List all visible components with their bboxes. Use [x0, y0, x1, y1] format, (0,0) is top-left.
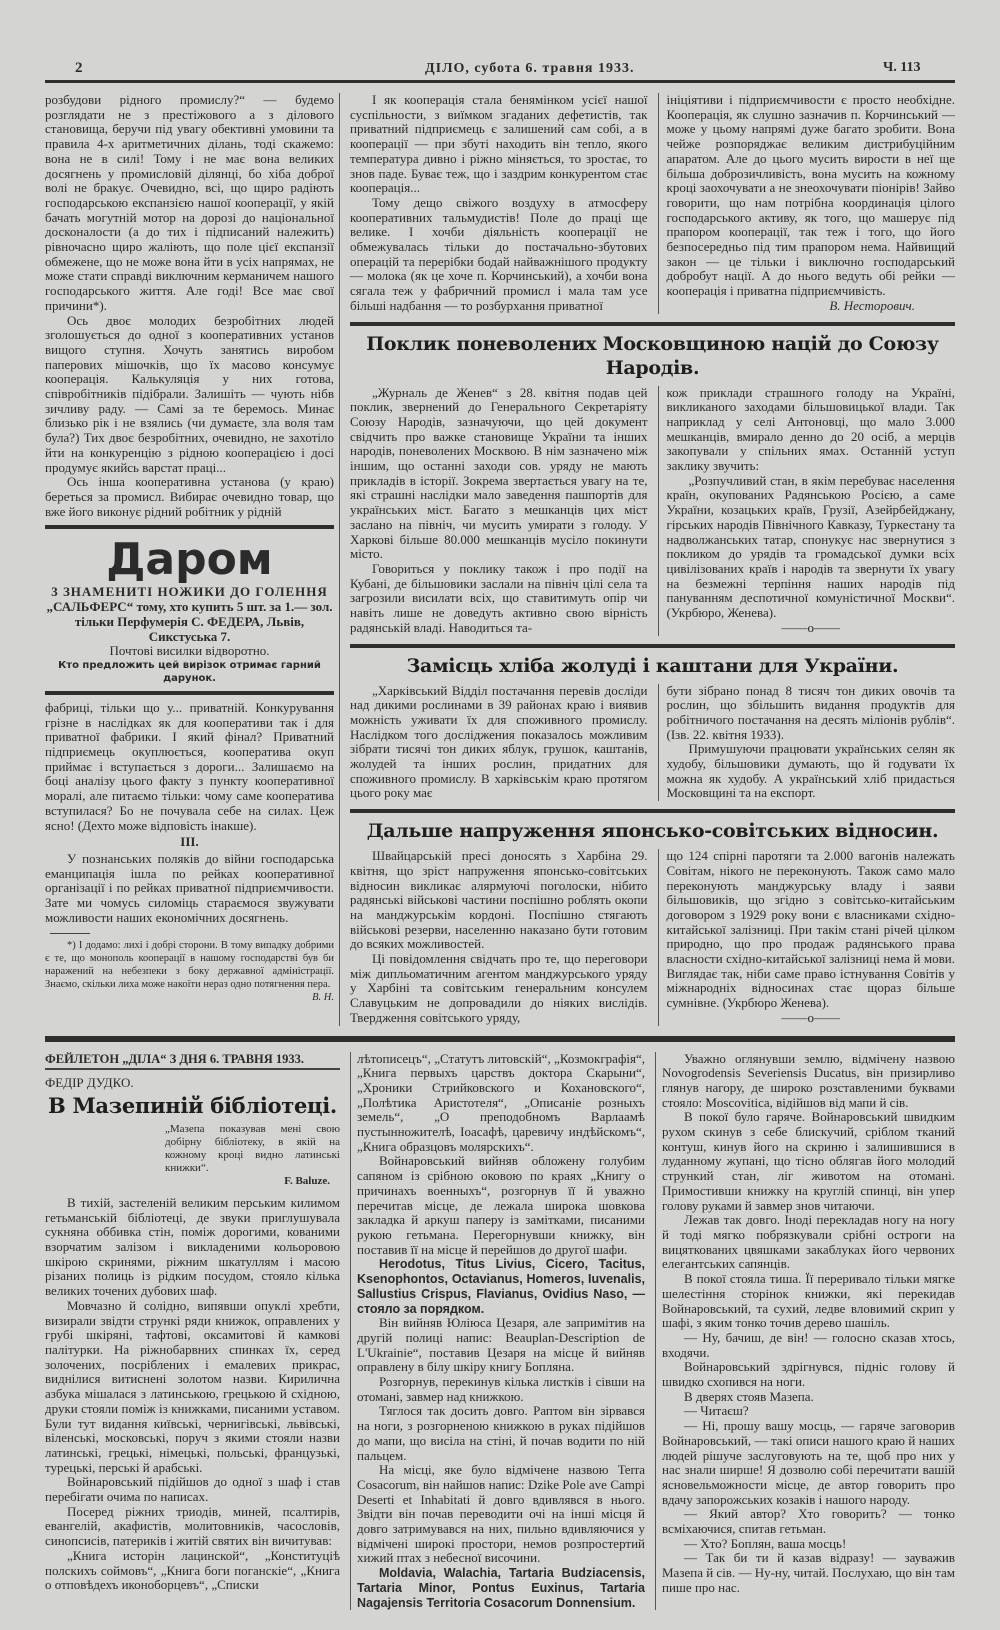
- footnote-signature: В. Н.: [312, 992, 334, 1004]
- article-acorns-right: [658, 684, 956, 802]
- paragraph: Moldavia, Walachia, Tartaria Budziacensis, Tartaria Minor, Pontus Euxinus, Tartaria Nagajensis Territoria Cosacorum Donnensium.: [357, 1566, 645, 1610]
- paragraph: розбудови рідного промислу?“ — будемо розглядати не з престіжового а з ділового становища, беручи під увагу обективні умовини та правила 4-х аритметичних ділань, тоді скажемо: вона не в силі! Тому і не має вона великих досягнень у промисловій ділянці, бо хіба доброї волі не бракує. Очевидно, всі, що щиро радіють господарською експанзією нашої кооперації, у якій бачать могутній мотор на дорозі до національної досконалости (а до тих і підписаний належить) рівночасно щиро жаліють, що поле цієї експанзії обмежене, що не може вона йти в усіх напрямах, не може стати справді виключним керманичем нашого господарського життя. Але годі! Все має свої причини*).: [45, 92, 334, 313]
- paragraph: Мовчазно й солідно, випявши опуклі хребти, визирали звідти стрункі ряди книжок, оправлених у грубі шкіряні, тафтові, оксамитові й камкові палітурки. На ріжнобарвних спинках їх, серед золочених, посріблених і емалевих прикрас, виднілися витиснені золотом назви. Кирилична азбука мішалася з латинською, грецькою й східною, друки стояли поміж із книжками, писаними уставом. Були тут видання київські, чернигівські, львівські, віленські, московські, поруч з якими стояли назви латинські, грецькі, німецькі, польські, французькі, турецькі, перські й арабські.: [45, 1297, 340, 1475]
- paragraph: Ось інша кооперативна установа (у краю) береться за промисл. Вибирає очевидно товар, що вже його виконує рідний робітник у рідній: [45, 474, 334, 519]
- paragraph: Ось двоє молодих безробітних людей зголошується до одної з кооперативних установ вищого ступня. Хочуть занятись виробом паперових мішочків, що їх масово консумує кооперація. Калькуляція у них готова, співробітників підібрали. Залишіть — чують нібв зичливу раду. — Самі за те беремось. Минає близько рік і не взялись (чи думаєте, зла воля там була?) Тих двоє безробітних, очевидно, не захотіло йти на конкуренцію з рідною кооперацією і досі продумує якийсь варстат праці...: [45, 312, 334, 475]
- ad-bottom-rule: [45, 691, 334, 695]
- paragraph: Посеред ріжних триодів, миней, псалтирів, евангелій, акафистів, молитовників, часословів, синопсисів, патериків і житій святих він вичитував:: [45, 1503, 340, 1549]
- paragraph: — Хто? Боплян, ваша мосць!: [684, 1535, 847, 1551]
- epigraph-text: „Мазепа показував мені свою добірну бібліотеку, в якій на кожному кроці видно латинські книжки“.: [165, 1122, 340, 1174]
- paragraph: кож приклади страшного голоду на Україні, викликаного заходами більшовицької влади. Так наприклад у селі Антоновці, що мало 3.000 мешканців, вмирало денно до 20 осіб, а мерців закопували у спільних ямах. Останній уступ заклику звучить:: [666, 384, 955, 474]
- headline-acorns: Замісць хліба жолуді і каштани для України.: [406, 654, 899, 677]
- paragraph: Лежав так довго. Іноді перекладав ногу на ногу й тоді мягко побрязкували срібні остроги на вицяткованих цвяшками закаблуках його червоних елегантських сапянців.: [662, 1212, 955, 1272]
- feuilleton-col2: [350, 1052, 645, 1611]
- article-appeal-right: [658, 386, 956, 636]
- end-mark: ——o——: [781, 619, 840, 635]
- paragraph: В тихій, застеленій великим перським килимом гетьманській бібліотеці, де звуки приглушувала сукняна оббивка стін, поміж дорогими, кованими взорчатим залізом і викладеними кольоровою шкірою скринями, ріжним шкатуллям і масою різаних полиць із рідким посудом, стояло кілька великих точених дубових шаф.: [45, 1194, 340, 1299]
- article-japan-soviet: [350, 809, 955, 1025]
- paragraph: — Який автор? Хто говорить? — тонко всміхаючися, спитав гетьман.: [662, 1506, 955, 1537]
- end-mark: ——o——: [781, 1009, 840, 1025]
- epigraph-source: F. Baluze.: [284, 1174, 330, 1187]
- paragraph: „Книга исторін лацинской“, „Конституціѣ полскихъ соймовъ“, „Книга боги поганскіе“, „Книга о отповѣдехъ иконоборцевъ“, „Списки: [45, 1547, 340, 1593]
- upper-section: [45, 93, 955, 1026]
- column-left: [45, 93, 340, 1026]
- paragraph: Herodotus, Titus Livius, Cicero, Tacitus, Ksenophontos, Octavianus, Homeros, Iuvenalis, Sallustius Crispus, Flavianus, Ovidius Naso, — стояло за порядком.: [357, 1257, 645, 1316]
- ad-line: тільки Перфумерія С. ФЕДЕРА, Львів,: [74, 613, 305, 629]
- masthead: ДІЛО, субота 6. травня 1933.: [425, 61, 635, 76]
- article-japan-right: [658, 849, 956, 1025]
- footnote-rule: [50, 933, 90, 934]
- paragraph: І як кооперація стала бенямінком усієї нашої суспільности, з виїмком згаданих дефетистів, так приватний підприємець є залишений сам собі, а в кооперації — при збуті находить він тепло, якого температура дивно і ріжно міняється, то зростає, то знов паде. Буває теж, що і заздрим конкурентом стає кооперація...: [350, 92, 648, 196]
- paragraph: ініціятиви і підприємчивости є просто необхідне. Кооперація, як слушно зазначив п. Корчинський — може у цьому напрямі дуже багато зробити. Вона чейже розпоряджає великим дистрибуційним апаратом. Але до цього мусить вирости в неї ще більша доброзичливість, вона мусить на кожному кроці заохочувати а не знеохочувати піонірів! Зайво говорити, що нам потрібна координація цілого господарського активу, як того, що машерує під прапором кооперації, так теж і того, що його безпосередньо під тим прапором нема. Найвищий закон — це тільки і виключно господарський добробут нації. А до нього ведуть обі рейки — кооперація і приватна підприємчивість.: [666, 92, 955, 299]
- headline-japan-soviet: Дальше напруження японсько-совітських відносин.: [366, 820, 939, 843]
- paragraph: — Так би ти й казав відразу! — зауважив Мазепа й сів. — Ну-ну, читай. Послухаю, що він там пише про нас.: [662, 1550, 955, 1595]
- section-rule: [350, 809, 955, 813]
- page-number: 2: [75, 60, 83, 76]
- headline-appeal: Поклик поневолених Московщиною націй до Союзу Народів.: [366, 332, 939, 379]
- right-area: [350, 93, 955, 1026]
- paragraph: У познанських поляків до війни господарська еманципація ішла по рейках кооперативної організації і по рейках приватної підприємчивости. Зате ми чомусь силоміць стараємося звужувати можливости наших економічних досягнень.: [45, 850, 334, 925]
- paragraph: — Ну, бачиш, де він! — голосно сказав хтось, входячи.: [662, 1329, 955, 1360]
- section-rule: [350, 322, 955, 326]
- article-acorns: [350, 644, 955, 802]
- paragraph: Тяглося так досить довго. Раптом він зірвався на ноги, з розгорненою книжкою в руках підійшов до мапи, що висіла на стіні, й почав водити по ній пальцем.: [357, 1403, 645, 1463]
- section-numeral: III.: [180, 834, 199, 850]
- article-acorns-left: [350, 684, 648, 802]
- header-rule: [45, 80, 955, 83]
- paragraph: „Харківський Відділ постачання перевів досліди над дикими рослинами в 39 районах краю і виявив можність уживати їх для споживного промислу. Наслідком того досліджения показалось можливим зібрати тисячі тон диких яблук, грушок, каштанів, жолудей та інших рослин, придатних для споживного промислу. В харківськім краю протягом цього року має: [350, 682, 648, 801]
- article-cooperation-mid: [350, 93, 648, 314]
- paragraph: бути зібрано понад 8 тисяч тон диких овочів та рослин, що збільшить видання продуктів для робітничого постачання на десять міліонів рублів“. (Ізв. 22. квітня 1933).: [666, 682, 955, 742]
- paragraph: В дверях стояв Мазепа.: [684, 1388, 814, 1404]
- newspaper-page: [45, 0, 955, 1630]
- page-header: [45, 60, 955, 80]
- paragraph: — Ні, прошу вашу мосць, — гаряче заговорив Войнаровський, — такі описи нашого краю й наших людей рішуче заслуговують на те, щоб про них у нас знали ширше! Я дозволю собі перечитати вашій ясновельможности місце, де автор говорить про вдачу запорожських козаків і нашого народу.: [662, 1418, 955, 1507]
- feuilleton-col3: [655, 1052, 955, 1611]
- ad-line: Кто предложить цей вирізок отримає гарний дарунок.: [58, 659, 321, 684]
- paragraph: — Читаєш?: [684, 1403, 749, 1419]
- feuilleton-epigraph: [165, 1123, 340, 1188]
- paragraph: Войнаровський вийняв обложену голубим сапяном із срібною оковою по краях „Книгу о причинахъ военныхъ“, розгорнув її й уважно перечитав місце, де лежала широка шовкова закладка й аркуш паперу із замітками, писаними рукою гетьмана. Перегорнувши книжку, він поставив її на місце й перейшов до другої шафи.: [357, 1153, 645, 1257]
- footnote: *) І додамо: лихі і добрі сторони. В тому випадку добрими є те, що монополь кооперації в нашому господарстві був би наражений на небезпеки з боку державної адміністрації. Знаємо, скільки лиха може накоїти нераз одно потягнення пера.: [45, 940, 334, 991]
- paragraph: „Розпучливий стан, в якім перебуває населення країн, окупованих Радянською Росією, а саме України, козацьких країв, Грузії, Азейрбейджану, гірських народів Північного Кавказу, Туркестану та надволжанських татар, спонукує нас звернутися з покликом до урядів та громадської думки всіх цивілізованих країв і народів та звернути їх увагу на безмежні терпіння наших народів під пануванням деспотичної комуністичної Москви“. (Укрбюро, Женева).: [666, 472, 955, 621]
- ad-line: 3 ЗНАМЕНИТІ НОЖИКИ ДО ГОЛЕННЯ: [51, 584, 328, 600]
- issue-number: Ч. 113: [883, 60, 921, 75]
- article-appeal-left: [350, 386, 648, 636]
- ad-headline: Даром: [106, 534, 273, 586]
- paragraph: „Журналь де Женев“ з 28. квітня подав цей поклик, звернений до Генерального Секретаріяту Союзу Народів, зазначуючи, що цей документ свідчить про важке становище України та інших народів, поневолених Москвою. В нім зазначено між іншим, що останні заходи сов. уряду не мають прикладів в історії. Зокрема звертається увагу на те, які страшні наслідки мало заведення пашпортів для українських міст. Багато з мешканців цих міст заслано на північ, чи мусить умирати з голоду. У Харкові більше 80.000 мешканців мусіло покинути місто.: [350, 384, 648, 562]
- paragraph: лѣтописецъ“, „Статутъ литовскій“, „Козмокграфія“, „Книга первыхъ царствъ доктора Скарыни“, „Хроники Стрийковского и Кохановского“, „Полѣтика Аристотеля“, „Описаніе розныхъ земель“, „О преподобномъ Варлаамѣ пустынножителѣ, Іоасафѣ, царевичу индѣйскомъ“, „Книга образцовъ молярскихъ“.: [357, 1050, 645, 1154]
- paragraph: Уважно оглянувши землю, відмічену назвою Novogrodensis Severiensis Ducatus, він призирливо глянув нагору, де широко розставленими буквами стояло: Moscovitica, відійшов від мапи й сів.: [662, 1050, 955, 1110]
- feuilleton: [45, 1052, 955, 1611]
- paragraph: На місці, яке було відмічене назвою Terra Cosacorum, він найшов напис: Dzike Pole ave Campi Deserti et Inhabitati й довго вдивлявся в нього. Звідти він почав переводити очі на інші місця й довго затримувався на них, пильно вдивляючися у відмічені широкі простори, немов розпростертий хижий птах з небесної височини.: [357, 1462, 645, 1566]
- feuilleton-rule: [45, 1036, 955, 1042]
- paragraph: В покої було гаряче. Войнаровський швидким рухом скинув з себе блискучий, сріблом тканий контуш, кинув його на скриню і залишившися в луданному жупані, що тісно облягав його молодий стрункий стан, ліг животом на отомані. Примостивши книжку на круглій спинці, він упер голову руками й завмер знов читаючи.: [662, 1109, 955, 1213]
- ad-line: Сикстуська 7.: [148, 628, 231, 644]
- advertisement: [45, 535, 334, 685]
- paragraph: Він вийняв Юліюса Цезаря, але запримітив на другій полиці напис: Beauplan-Description de L'Ukrainie“, поставив Цезаря на місце й вийняв оправлену в білу шкіру книгу Бопляна.: [357, 1315, 645, 1375]
- paragraph: Войнаровський підійшов до одної з шаф і став перебігати очима по написах.: [45, 1474, 340, 1505]
- paragraph: фабриці, тільки що у... приватній. Конкурування грізне в наслідках як для кооперативи так і для приватної фабрики. І який фінал? Приватний підприємець окуплюється, кооператива окуп приймає і вступається з дороги... Залишаємо на боці аналізу цього факту з пункту кооперативної моралі, але питаємо тільки: чому саме кооператива вступилася? Бо не почувала себе на силах. Цеж ясно! (Дехто може відповість інакше).: [45, 699, 334, 833]
- paragraph: Тому дещо свіжого воздуху в атмосферу кооперативних тальмудистів! Поле до праці ще велике. І хочби діяльність кооперації не обмежувалась тільки до постачально-збутових операцій та перерібки бодай найважнішого продукту — молока (як це хоче п. Корчинський), а хочби вона сягала теж у фабричний промисл і мала там усе більші надбання — то розбурхання приватної: [350, 194, 648, 313]
- feuilleton-col1: [45, 1052, 340, 1611]
- feuilleton-title: В Мазепиній бібліотеці.: [48, 1092, 337, 1118]
- article-japan-left: [350, 849, 648, 1025]
- paragraph: Говориться у поклику також і про події на Кубані, де більшовики заслали на північ цілі села та загрозили висилати всіх, що ставитимуть опір чи навіть лише не доведуть активно свою вірність радянській владі. Наводиться та-: [350, 560, 648, 635]
- article-cooperation-right: [658, 93, 956, 314]
- section-rule: [350, 644, 955, 648]
- feuilleton-author: ФЕДІР ДУДКО.: [45, 1075, 134, 1091]
- paragraph: Швайцарській пресі доносять з Харбіна 29. квітня, що зріст напруження японсько-совітських відносин викликає алярмуючі поголоски, нібито радянські військові частини поспішно роблять окопи на манджурськім кордоні. Поспішно стягають військові резерви, населенню наказано бути готовим до всяких можливостей.: [350, 848, 648, 952]
- article-cooperation-continued: [350, 93, 955, 314]
- author-signature: В. Несторович.: [829, 297, 915, 313]
- paragraph: Ці повідомлення свідчать про те, що переговори між дипльоматичним агентом манджурського уряду у Харбіні та совітським генеральним консулем Славуцьким не допровадили до ніяких вислідів. Твердження совітського уряду,: [350, 951, 648, 1025]
- paragraph: Розгорнув, перекинув кілька листків і сівши на отомані, завмер над книжкою.: [357, 1374, 645, 1404]
- ad-top-rule: [45, 525, 334, 529]
- paragraph: Примушуючи працювати українських селян як худобу, більшовики думають, що й годувати їх можна як худобу. А український хліб придасться Московщині та на експорт.: [666, 741, 955, 801]
- ad-line: Почтові висилки відворотно.: [109, 643, 270, 659]
- paragraph: В покої стояла тиша. Її переривало тільки мягке шелестіння сторінок книжки, які перекидав Войнаровський, та сухий, ледве вловимий скрип у шафі, з яким тонко точив дерево шашіль.: [662, 1271, 955, 1331]
- paragraph: що 124 спірні паротяги та 2.000 вагонів належать Совітам, нікого не переконують. Також само мало переконують манджурську владу і заяви більшовиків, що згідно з совітсько-китайським договором з 1929 року вони є власниками східно-китайської залізниці. При такім стані річей цілком природно, що про продаж радянського права власности східно-китайської залізниці нема й мови. Виглядає так, ніби саме право істнування Совітів у міжнародніх відносинах стає щораз більше сумнівне. (Укрбюро Женева).: [666, 848, 955, 1011]
- ad-line: „САЛЬФЕРС“ тому, хто купить 5 шт. за 1.— зол.: [46, 599, 333, 615]
- feuilleton-banner: ФЕЙЛЕТОН „ДІЛА“ З ДНЯ 6. ТРАВНЯ 1933.: [45, 1052, 340, 1071]
- article-appeal: [350, 322, 955, 636]
- paragraph: Войнаровський здрігнувся, підніс голову й швидко схопився на ноги.: [662, 1359, 955, 1390]
